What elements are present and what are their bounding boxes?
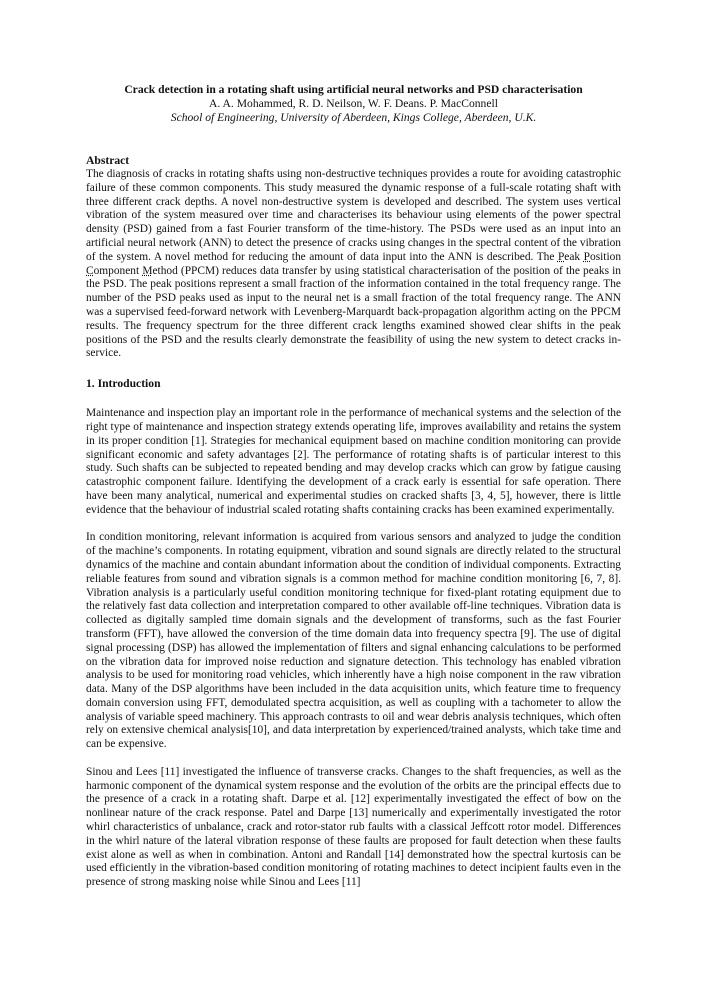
abstract-heading: Abstract — [86, 154, 130, 167]
acronym-rest-component: omponent — [93, 264, 143, 277]
acronym-rest-position: osition — [590, 250, 622, 263]
acronym-letter-p: P — [557, 250, 565, 263]
acronym-rest-method: ethod — [152, 264, 178, 277]
acronym-letter-m: M — [142, 264, 153, 277]
acronym-rest-peak: eak — [564, 250, 584, 263]
paper-affiliation: School of Engineering, University of Aberdeen, Kings College, Aberdeen, U.K. — [170, 111, 537, 124]
acronym-letter-position: P — [583, 250, 590, 263]
intro-paragraph: Sinou and Lees [11] investigated the influence of transverse cracks. Changes to the shaft frequencies, as well as the harmonic component of the dynamical system response and the evolution of the orbits are the principal effects due to the presence of a crack in a rotating shaft. Darpe et al. [12] experimentally investigated the effect of bow on the nonlinear nature of the crack response. Patel and Darpe [13] numerically and experimentally investigated the rotor whirl characteristics of unbalance, crack and rotor-stator rub faults with a classical Jeffcott rotor model. Differences in the whirl nature of the lateral vibration response of these faults are proposed for fault detection when these faults exist alone as well as when in combination. Antoni and Randall [14] demonstrated how the spectral kurtosis can be used efficiently in the vibration-based condition monitoring of rotating machines to detect incipient faults even in the presence of strong masking noise while Sinou and Lees [11] — [86, 765, 621, 889]
paper-title: Crack detection in a rotating shaft using artificial neural networks and PSD characterisation — [124, 83, 583, 96]
paper-header — [86, 83, 621, 125]
acronym-letter-c: C — [86, 264, 94, 277]
intro-paragraph: In condition monitoring, relevant information is acquired from various sensors and analyzed to judge the condition of the machine’s components. In rotating equipment, vibration and sound signals are directly related to the structural dynamics of the machine and contain abundant information about the condition of individual components. Extracting reliable features from sound and vibration signals is a common method for machine condition monitoring [6, 7, 8]. Vibration analysis is a particularly useful condition monitoring technique for fixed-plant rotating equipment due to the relatively fast data collection and interpretation compared to other available off-line techniques. Vibration data is collected as digitally sampled time domain signals and the development of transforms, such as the fast Fourier transform (FFT), have allowed the conversion of the time domain data into frequency spectra [9]. The use of digital signal processing (DSP) has allowed the implementation of filters and signal enhancing calculations to be performed on the vibration data for improved noise reduction and signature detection. This technology has enabled vibration analysis to be used for monitoring road vehicles, which inherently have a high noise component in the raw vibration data. Many of the DSP algorithms have been included in the data acquisition units, which feature time to frequency domain conversion using FFT, demodulated spectra acquisition, as well as coupling with a tachometer to allow the analysis of variable speed machinery. This approach contrasts to oil and wear debris analysis techniques, which often rely on extensive chemical analysis[10], and data interpretation by experienced/trained analysts, which take time and can be expensive. — [86, 531, 621, 751]
paper-body — [86, 154, 621, 890]
introduction-heading: 1. Introduction — [86, 377, 161, 391]
intro-paragraph: Maintenance and inspection play an important role in the performance of mechanical systems and the selection of the right type of maintenance and inspection strategy extends operating life, improves availability and retains the system in its proper condition [1]. Strategies for mechanical equipment based on machine condition monitoring can provide significant economic and safety advantages [2]. The performance of rotating shafts is of particular interest to this study. Such shafts can be subjected to repeated bending and may develop cracks which can grow by fatigue causing catastrophic component failure. Identifying the development of a crack early is essential for safe operation. There have been many analytical, numerical and experimental studies on cracked shafts [3, 4, 5], however, there is little evidence that the behaviour of industrial scaled rotating shafts containing cracks has been examined experimentally. — [86, 407, 621, 516]
paper-authors: A. A. Mohammed, R. D. Neilson, W. F. Deans. P. MacConnell — [209, 97, 498, 110]
abstract-text-part1: The diagnosis of cracks in rotating shafts using non-destructive techniques provides a route for avoiding catastrophic failure of these common components. This study measured the dynamic response of a full-scale rotating shaft with three different crack depths. A novel non-destructive system is developed and described. The system uses vertical vibration of the system measured over time and characterises its behaviour using elements of the power spectral density (PSD) gained from a fast Fourier transform of the time-history. The PSDs were used as an input into an artificial neural network (ANN) to detect the presence of cracks using changes in the spectral content of the vibration of the system. A novel method for reducing the amount of data input into the ANN is described. The — [86, 168, 621, 263]
abstract-paragraph — [86, 168, 621, 361]
abstract-text-part2: (PPCM) reduces data transfer by using statistical characterisation of the position of the peaks in the PSD. The peak positions represent a small fraction of the information contained in the total frequency range. The number of the PSD peaks used as input to the neural net is a small fraction of the total frequency range. The ANN was a supervised feed-forward network with Levenberg-Marquardt back-propagation algorithm acting on the PPCM results. The frequency spectrum for the three different crack lengths examined showed clear shifts in the peak positions of the PSD and the results clearly demonstrate the feasibility of using the new system to detect cracks in-service. — [86, 264, 622, 360]
